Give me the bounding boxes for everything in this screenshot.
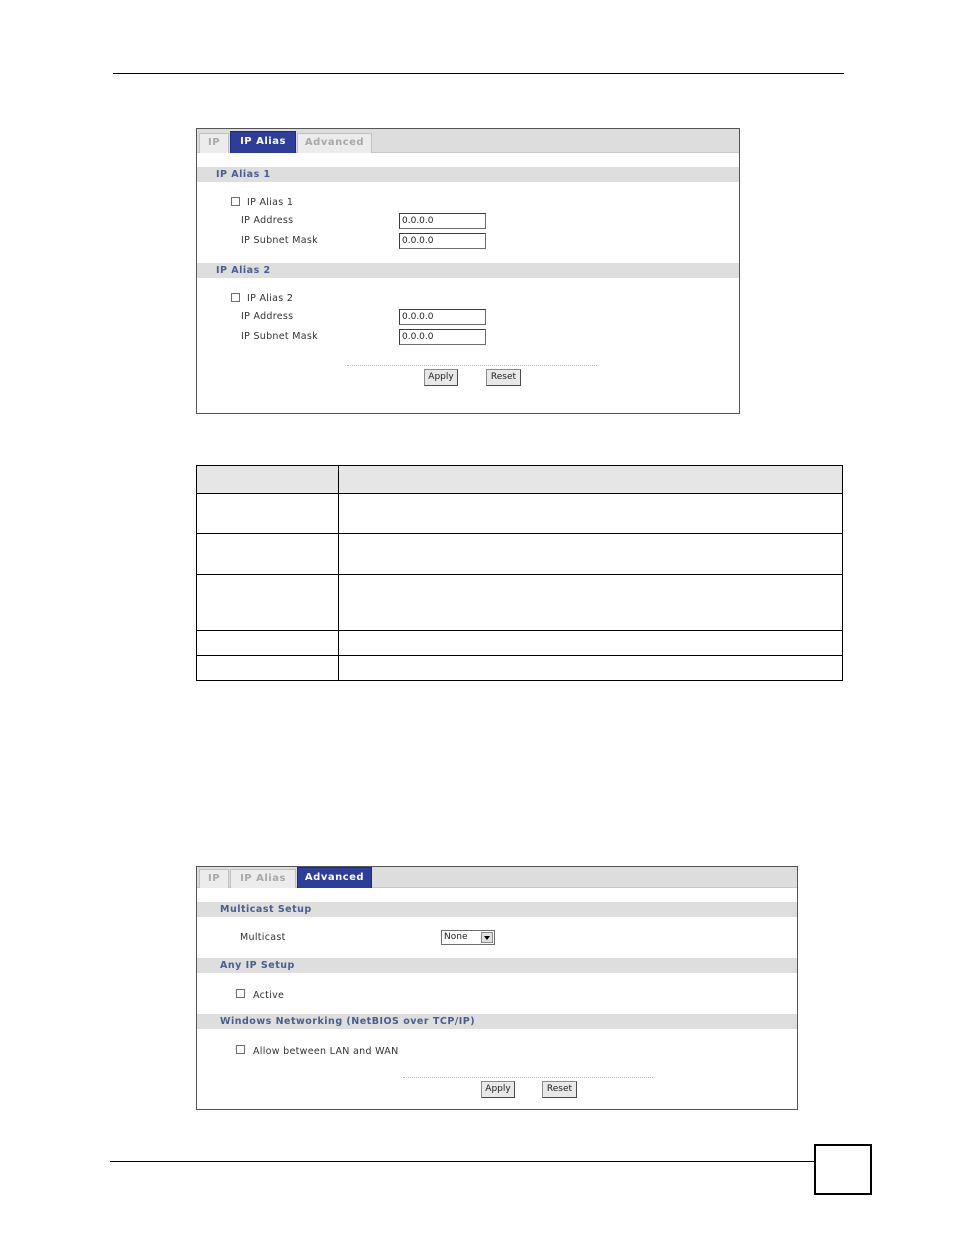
apply-button[interactable]: Apply xyxy=(424,369,458,386)
section-netbios-title: Windows Networking (NetBIOS over TCP/IP) xyxy=(197,1014,797,1029)
table-cell xyxy=(339,656,843,681)
table-header-cell xyxy=(197,466,339,494)
tab-bar xyxy=(197,129,739,153)
reset-button[interactable]: Reset xyxy=(542,1081,577,1098)
table-header-row xyxy=(197,466,843,494)
tab-ip-alias[interactable]: IP Alias xyxy=(230,131,296,153)
ip-alias-2-checkbox[interactable] xyxy=(231,293,240,302)
ip-alias-2-subnet-input[interactable]: 0.0.0.0 xyxy=(399,329,486,345)
table-cell xyxy=(197,575,339,631)
chevron-down-icon[interactable] xyxy=(481,932,493,943)
table-cell xyxy=(197,631,339,656)
section-any-ip-title: Any IP Setup xyxy=(197,958,797,973)
table-row xyxy=(197,534,843,575)
any-ip-active-label: Active xyxy=(253,990,285,1001)
apply-button[interactable]: Apply xyxy=(481,1081,515,1098)
table-row xyxy=(197,494,843,534)
ip-alias-2-subnet-label: IP Subnet Mask xyxy=(241,331,318,342)
multicast-label: Multicast xyxy=(240,932,286,943)
multicast-select[interactable] xyxy=(441,930,495,945)
ip-alias-2-checkbox-label: IP Alias 2 xyxy=(247,293,294,304)
ip-alias-1-address-label: IP Address xyxy=(241,215,294,226)
table-cell xyxy=(339,575,843,631)
table-cell xyxy=(339,534,843,575)
ip-alias-screen xyxy=(196,128,740,414)
page-number-box xyxy=(814,1144,872,1195)
tab-advanced[interactable]: Advanced xyxy=(297,133,372,153)
description-table xyxy=(196,465,843,681)
button-divider xyxy=(347,365,597,366)
multicast-select-value: None xyxy=(444,932,468,942)
footer-rule xyxy=(110,1161,814,1162)
button-divider xyxy=(403,1077,653,1078)
section-multicast-title: Multicast Setup xyxy=(197,902,797,917)
tab-ip[interactable]: IP xyxy=(199,133,229,153)
section-ip-alias-1-title: IP Alias 1 xyxy=(197,167,739,182)
tab-ip-alias[interactable]: IP Alias xyxy=(230,869,296,888)
table-row xyxy=(197,631,843,656)
tab-ip[interactable]: IP xyxy=(199,869,229,888)
ip-alias-1-checkbox-label: IP Alias 1 xyxy=(247,197,294,208)
ip-alias-2-address-input[interactable]: 0.0.0.0 xyxy=(399,309,486,325)
table-header-cell xyxy=(339,466,843,494)
netbios-allow-checkbox[interactable] xyxy=(236,1045,245,1054)
header-rule xyxy=(113,73,844,74)
tab-bar xyxy=(197,867,797,888)
ip-alias-1-address-input[interactable]: 0.0.0.0 xyxy=(399,213,486,229)
ip-alias-1-checkbox[interactable] xyxy=(231,197,240,206)
any-ip-active-checkbox[interactable] xyxy=(236,989,245,998)
table-cell xyxy=(197,534,339,575)
netbios-allow-label: Allow between LAN and WAN xyxy=(253,1046,399,1057)
table-cell xyxy=(339,494,843,534)
ip-alias-1-subnet-input[interactable]: 0.0.0.0 xyxy=(399,233,486,249)
tab-advanced[interactable]: Advanced xyxy=(297,867,372,888)
advanced-screen xyxy=(196,866,798,1110)
table-cell xyxy=(197,494,339,534)
table-row xyxy=(197,575,843,631)
table-cell xyxy=(197,656,339,681)
table-row xyxy=(197,656,843,681)
table-cell xyxy=(339,631,843,656)
reset-button[interactable]: Reset xyxy=(486,369,521,386)
ip-alias-1-subnet-label: IP Subnet Mask xyxy=(241,235,318,246)
section-ip-alias-2-title: IP Alias 2 xyxy=(197,263,739,278)
ip-alias-2-address-label: IP Address xyxy=(241,311,294,322)
